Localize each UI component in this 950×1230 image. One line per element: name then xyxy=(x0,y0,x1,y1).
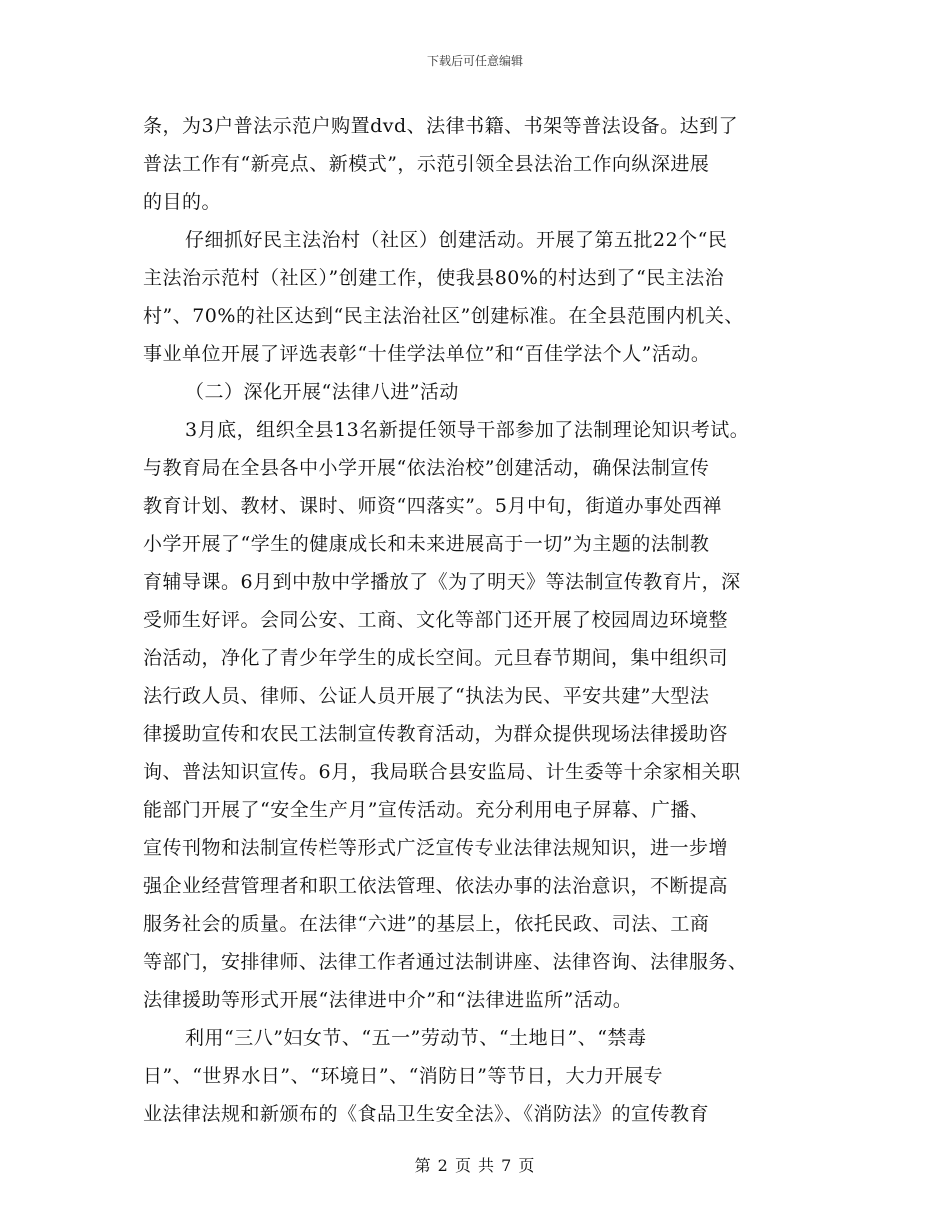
body-line: 受师生好评。会同公安、工商、文化等部门还开展了校园周边环境整 xyxy=(143,609,729,631)
body-line: 的目的。 xyxy=(143,191,222,213)
section-heading: （二）深化开展“法律八进”活动 xyxy=(185,381,459,403)
body-line: 仔细抓好民主法治村（社区）创建活动。开展了第五批22个“民 xyxy=(185,229,728,251)
body-line: 小学开展了“学生的健康成长和未来进展高于一切”为主题的法制教 xyxy=(143,533,710,555)
body-line: 日”、“世界水日”、“环境日”、“消防日”等节日，大力开展专 xyxy=(143,1065,663,1087)
body-line: 事业单位开展了评选表彰“十佳学法单位”和“百佳学法个人”活动。 xyxy=(143,343,711,365)
body-line: 服务社会的质量。在法律“六进”的基层上，依托民政、司法、工商 xyxy=(143,913,710,935)
body-line: 教育计划、教材、课时、师资“四落实”。5月中旬，街道办事处西禅 xyxy=(143,495,723,517)
body-line: 宣传刊物和法制宣传栏等形式广泛宣传专业法律法规知识，进一步增 xyxy=(143,837,729,859)
body-line: 治活动，净化了青少年学生的成长空间。元旦春节期间，集中组织司 xyxy=(143,647,729,669)
body-line: 能部门开展了“安全生产月”宣传活动。充分利用电子屏幕、广播、 xyxy=(143,799,710,821)
body-line: 业法律法规和新颁布的《食品卫生安全法》、《消防法》的宣传教育 xyxy=(143,1103,710,1125)
body-line: 育辅导课。6月到中敖中学播放了《为了明天》等法制宣传教育片，深 xyxy=(143,571,741,593)
body-line: 等部门，安排律师、法律工作者通过法制讲座、法律咨询、法律服务、 xyxy=(143,951,748,973)
page-number-footer: 第 2 页 共 7 页 xyxy=(414,1156,536,1175)
body-line: 法行政人员、律师、公证人员开展了“执法为民、平安共建”大型法 xyxy=(143,685,710,707)
body-line: 法律援助等形式开展“法律进中介”和“法律进监所”活动。 xyxy=(143,989,633,1011)
page-header-note: 下载后可任意编辑 xyxy=(426,54,523,68)
body-line: 3月底，组织全县13名新提任领导干部参加了法制理论知识考试。 xyxy=(185,419,750,441)
body-line: 村”、70%的社区达到“民主法治社区”创建标准。在全县范围内机关、 xyxy=(143,305,744,327)
body-line: 普法工作有“新亮点、新模式”，示范引领全县法治工作向纵深进展 xyxy=(143,153,710,175)
body-line: 与教育局在全县各中小学开展“依法治校”创建活动，确保法制宣传 xyxy=(143,457,710,479)
body-line: 强企业经营管理者和职工依法管理、依法办事的法治意识，不断提高 xyxy=(143,875,729,897)
body-line: 条，为3户普法示范户购置dvd、法律书籍、书架等普法设备。达到了 xyxy=(143,115,739,137)
body-line: 律援助宣传和农民工法制宣传教育活动，为群众提供现场法律援助咨 xyxy=(143,723,729,745)
body-line: 主法治示范村（社区）”创建工作，使我县80%的村达到了“民主法治 xyxy=(143,267,725,289)
body-line: 询、普法知识宣传。6月，我局联合县安监局、计生委等十余家相关职 xyxy=(143,761,741,783)
body-line: 利用“三八”妇女节、“五一”劳动节、“土地日”、“禁毒 xyxy=(185,1027,647,1049)
